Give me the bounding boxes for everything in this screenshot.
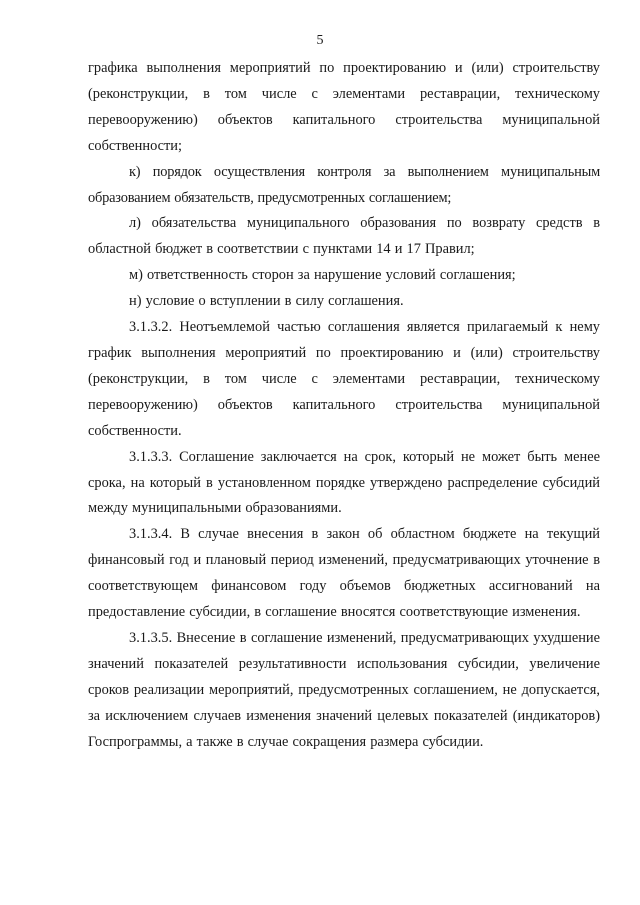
paragraph-3-1-3-3: 3.1.3.3. Соглашение заключается на срок, который не может быть менее срока, на который в установленном порядке утверждено распределение субсидий между муниципальными образованиями. <box>88 448 600 517</box>
paragraph-3-1-3-5: 3.1.3.5. Внесение в соглашение изменений, предусматривающих ухудшение значений показателей результативности использования субсидии, увеличение сроков реализации мероприятий, предусмотренных соглашением, не допускается, за исключением случаев изменения значений целевых показателей (индикаторов) Госпрограммы, а также в случае сокращения размера субсидии. <box>88 629 600 750</box>
paragraph-item-l: л) обязательства муниципального образования по возврату средств в областной бюджет в соответствии с пунктами 14 и 17 Правил; <box>88 215 600 258</box>
paragraph-3-1-3-4: 3.1.3.4. В случае внесения в закон об областном бюджете на текущий финансовый год и плановый период изменений, предусматривающих уточнение в соответствующем финансовом году объемов бюджетных ассигнований на предоставление субсидии, в соглашение вносятся соответствующие изменения. <box>88 526 600 621</box>
paragraph-3-1-3-2: 3.1.3.2. Неотъемлемой частью соглашения является прилагаемый к нему график выполнения мероприятий по проектированию и (или) строительству (реконструкции, в том числе с элементами реставрации, техническому перевооружению) объектов капитального строительства муниципальной собственности. <box>88 319 600 439</box>
paragraph-item-k: к) порядок осуществления контроля за выполнением муниципальным образованием обязательств, предусмотренных соглашением; <box>88 163 600 206</box>
paragraph-item-m: м) ответственность сторон за нарушение условий соглашения; <box>129 267 516 284</box>
paragraph-item-n: н) условие о вступлении в силу соглашения. <box>129 293 404 310</box>
paragraph-continuation: графика выполнения мероприятий по проектированию и (или) строительству (реконструкции, в том числе с элементами реставрации, техническому перевооружению) объектов капитального строительства муниципальной собственности; <box>88 60 600 154</box>
page-number: 5 <box>316 33 324 48</box>
document-body <box>88 56 600 755</box>
